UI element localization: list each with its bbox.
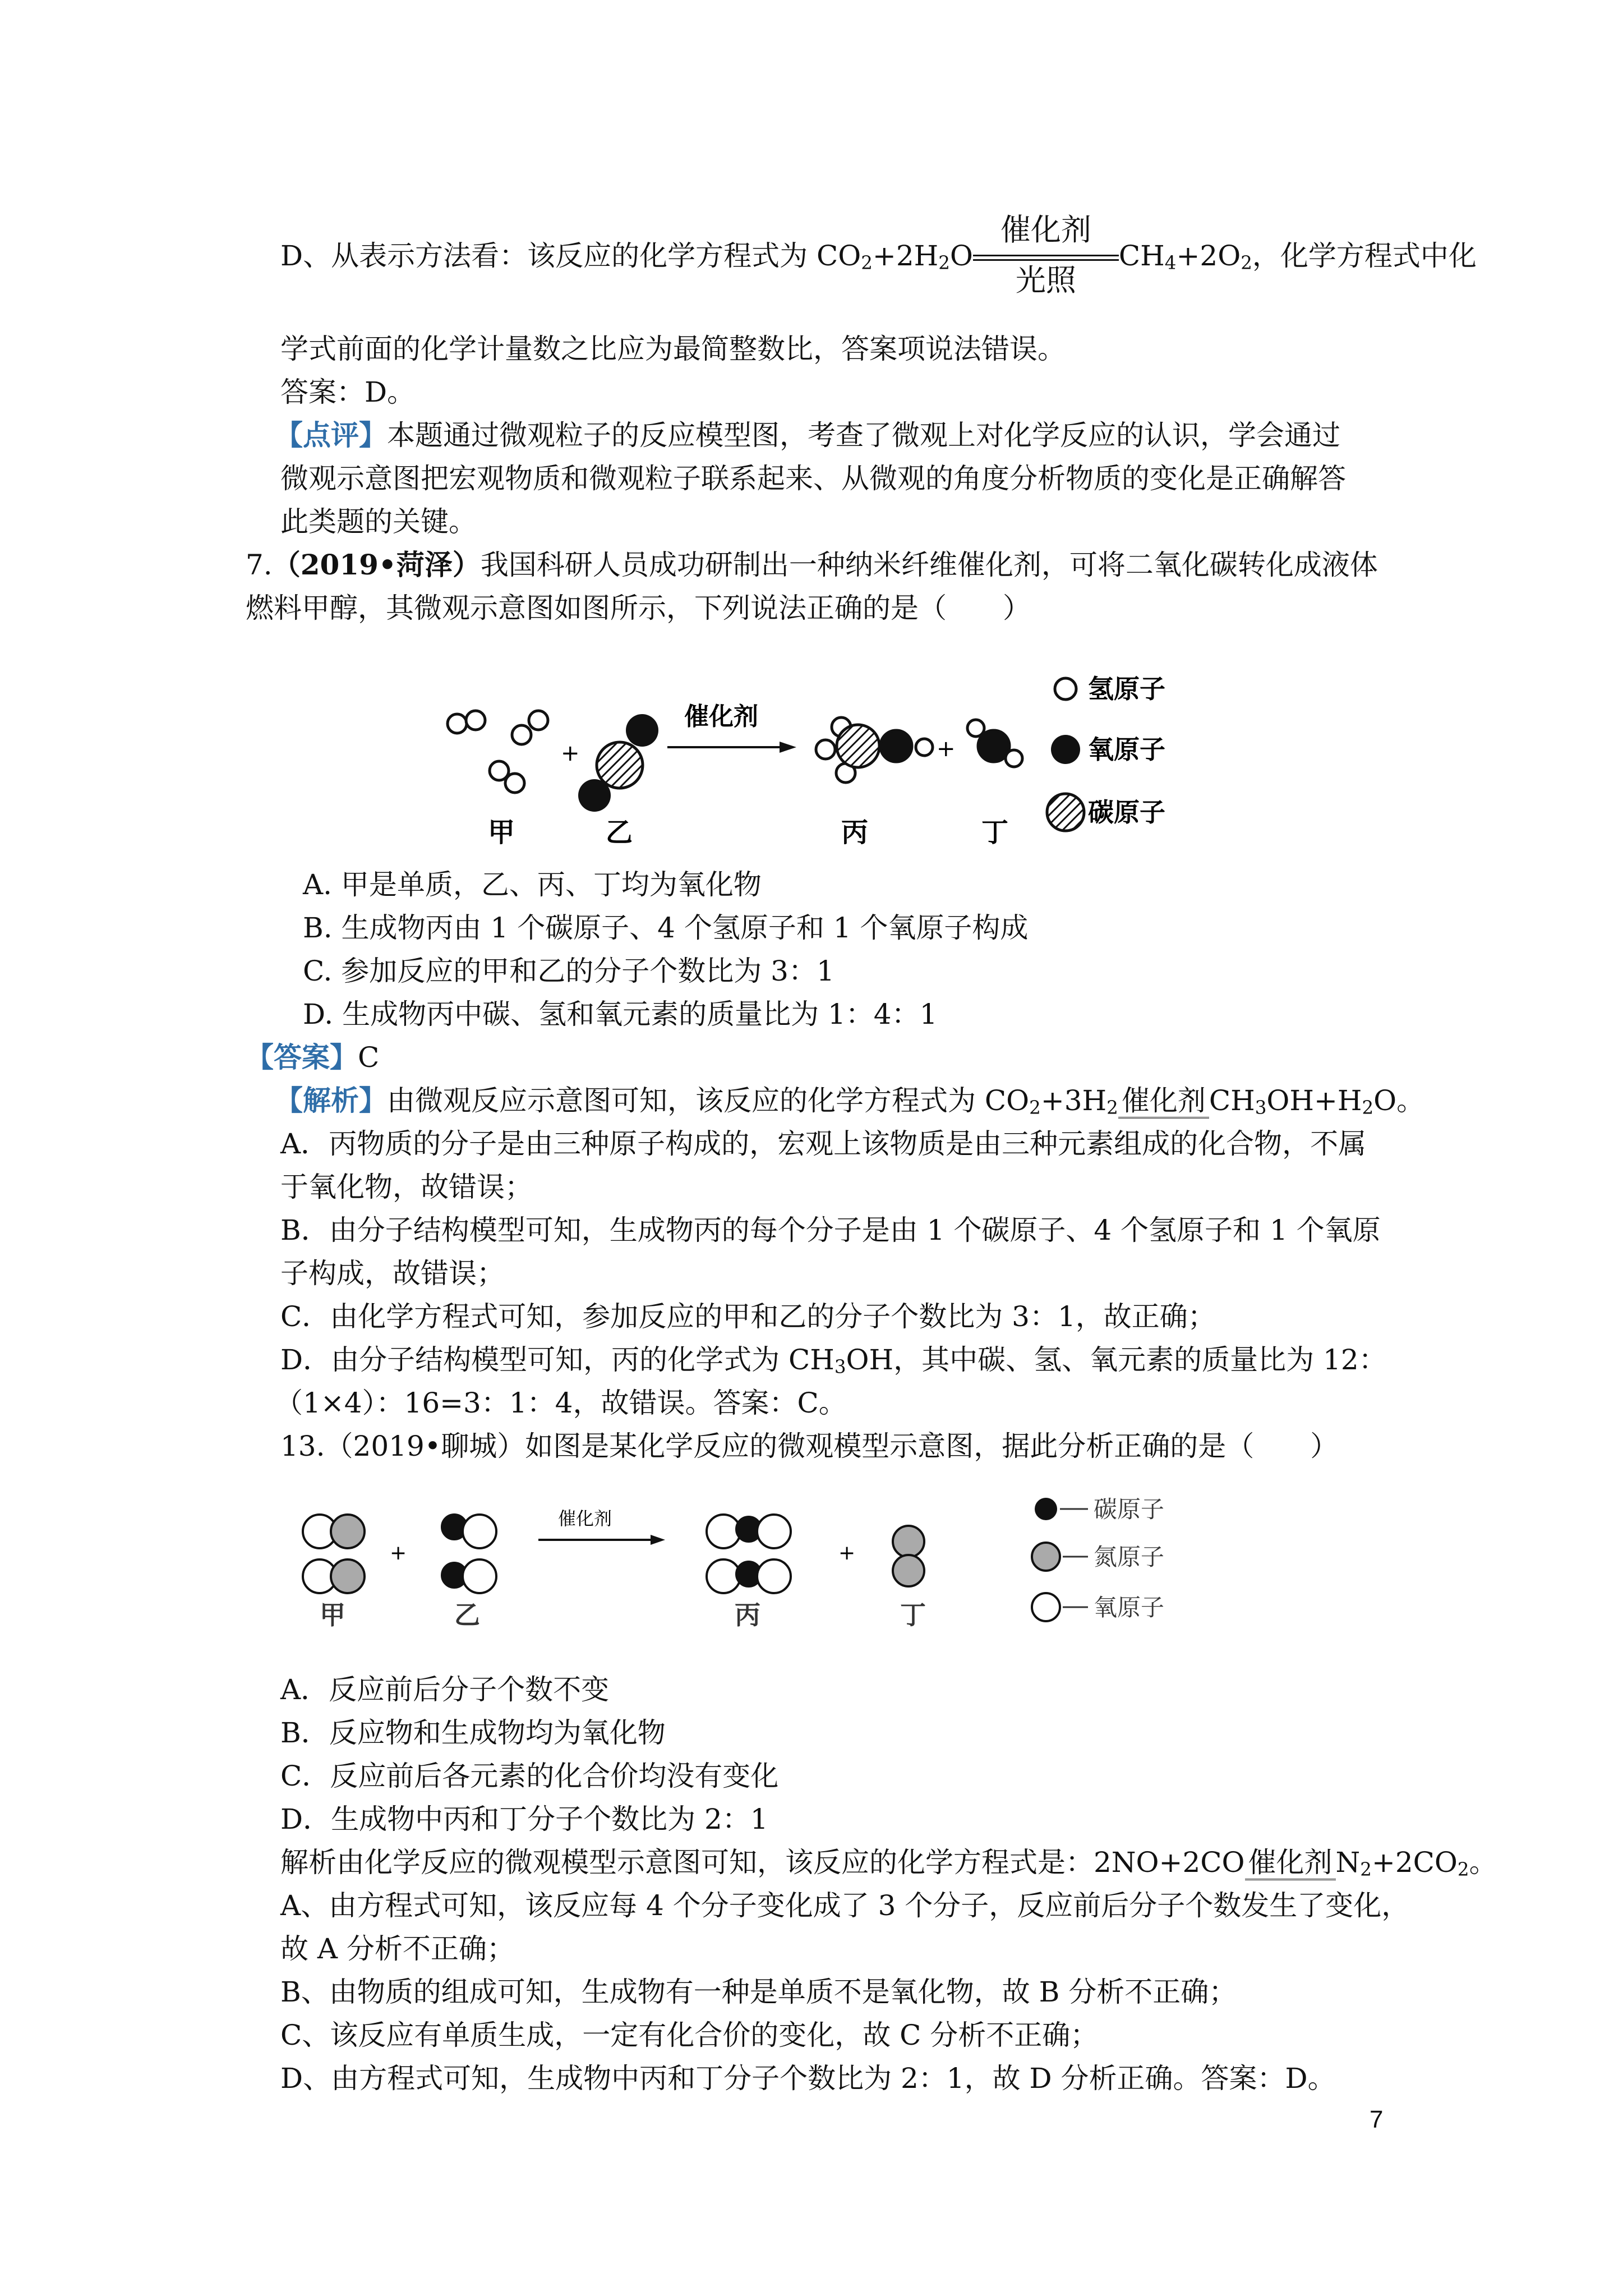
co2-molecules-bing bbox=[707, 1515, 791, 1593]
page-number: 7 bbox=[1370, 2106, 1384, 2133]
label-yi: 乙 bbox=[454, 1600, 480, 1630]
q13-analysis-b1: B、由物质的组成可知，生成物有一种是单质不是氧化物，故 B 分析不正确； bbox=[280, 1976, 1237, 2008]
q13-analysis-a1: A、由方程式可知，该反应每 4 个分子变化成了 3 个分子，反应前后分子个数发生了变化， bbox=[280, 1889, 1410, 1922]
option-d-explanation-line1: D、从表示方法看：该反应的化学方程式为 $CO_2+2H_2O$ $\frac{\text{催化剂}}{\text{光照}}$ $CH_4+2O_2$，化学方程式中化 bbox=[280, 212, 1477, 298]
q13-analysis-d1: D、由方程式可知，生成物中丙和丁分子个数比为 2：1，故 D 分析正确。答案：D。 bbox=[280, 2062, 1336, 2095]
q7-analysis-b1: B．由分子结构模型可知，生成物丙的每个分子是由 1 个碳原子、4 个氢原子和 1 个氧原 bbox=[280, 1214, 1381, 1246]
svg-text:+: + bbox=[937, 736, 956, 762]
q13-option-c: C．反应前后各元素的化合价均没有变化 bbox=[280, 1760, 779, 1792]
label-ding: 丁 bbox=[981, 817, 1009, 848]
n2-molecule-ding bbox=[893, 1526, 924, 1586]
legend-carbon: 碳原子 bbox=[1088, 797, 1165, 827]
q7-option-b: B. 生成物丙由 1 个碳原子、4 个氢原子和 1 个氧原子构成 bbox=[303, 912, 1029, 944]
svg-text:+: + bbox=[561, 740, 580, 766]
comment-tag: 【点评】 bbox=[275, 418, 387, 452]
q7-option-d: D. 生成物丙中碳、氢和氧元素的质量比为 1：4：1 bbox=[303, 998, 938, 1030]
q13-analysis-line1: 解析由化学反应的微观模型示意图可知，该反应的化学方程式是：2NO+2CO 催化剂 $N_2+2CO_2$。 bbox=[280, 1846, 1497, 1880]
q13-option-b: B．反应物和生成物均为氧化物 bbox=[280, 1717, 666, 1749]
q13-option-d: D．生成物中丙和丁分子个数比为 2：1 bbox=[280, 1803, 768, 1835]
question-13-molecule-diagram bbox=[292, 1487, 1245, 1666]
q13-analysis-c1: C、该反应有单质生成，一定有化合价的变化，故 C 分析不正确； bbox=[280, 2019, 1099, 2051]
label-yi: 乙 bbox=[606, 817, 633, 848]
legend-oxygen: 氧原子 bbox=[1094, 1594, 1165, 1621]
q13-legend bbox=[1032, 1496, 1164, 1621]
q7-answer: 【答案】C bbox=[246, 1041, 380, 1074]
svg-text:+: + bbox=[838, 1542, 856, 1565]
option-d-explanation-line2: 学式前面的化学计量数之比应为最简整数比，答案项说法错误。 bbox=[280, 333, 1066, 365]
label-jia: 甲 bbox=[320, 1600, 345, 1630]
reaction-condition: $\frac{\text{催化剂}}{\text{光照}}$ bbox=[973, 238, 1119, 274]
q7-legend bbox=[1047, 674, 1165, 831]
question-7-stem-line1: 7.（2019•菏泽）我国科研人员成功研制出一种纳米纤维催化剂，可将二氧化碳转化成液体 bbox=[246, 548, 1378, 581]
comment-line1: 【点评】本题通过微观粒子的反应模型图，考查了微观上对化学反应的认识，学会通过 bbox=[275, 418, 1340, 452]
label-bing: 丙 bbox=[841, 817, 869, 848]
comment-line2: 微观示意图把宏观物质和微观粒子联系起来、从微观的角度分析物质的变化是正确解答 bbox=[280, 462, 1346, 495]
q7-analysis-b2: 子构成，故错误； bbox=[280, 1257, 505, 1290]
label-bing: 丙 bbox=[735, 1600, 760, 1630]
legend-hydrogen: 氢原子 bbox=[1088, 674, 1165, 704]
water-ding bbox=[967, 720, 1022, 767]
label-jia: 甲 bbox=[488, 817, 515, 848]
methanol-bing bbox=[816, 717, 933, 783]
co-molecules-yi bbox=[442, 1515, 496, 1593]
question-7-stem-line2: 燃料甲醇，其微观示意图如图所示，下列说法正确的是（ ） bbox=[246, 592, 1031, 624]
q7-analysis-a2: 于氧化物，故错误； bbox=[280, 1171, 533, 1203]
hydrogen-molecules-jia bbox=[448, 711, 548, 793]
question-7-molecule-diagram bbox=[426, 656, 1211, 869]
carbon-dioxide-yi bbox=[578, 714, 658, 812]
q13-arrow-label: 催化剂 bbox=[558, 1508, 612, 1529]
question-13-stem: 13.（2019•聊城）如图是某化学反应的微观模型示意图，据此分析正确的是（ ） bbox=[280, 1430, 1339, 1462]
legend-oxygen: 氧原子 bbox=[1088, 734, 1165, 765]
q7-option-c: C. 参加反应的甲和乙的分子个数比为 3：1 bbox=[303, 955, 834, 987]
legend-carbon: 碳原子 bbox=[1094, 1496, 1165, 1523]
q7-analysis-d2: （1×4）：16=3：1：4，故错误。答案：C。 bbox=[275, 1387, 847, 1419]
q7-arrow-label: 催化剂 bbox=[684, 702, 758, 731]
q13-option-a: A．反应前后分子个数不变 bbox=[280, 1673, 610, 1706]
answer-line: 答案：D。 bbox=[280, 376, 416, 408]
q7-analysis-d1: D．由分子结构模型可知，丙的化学式为 $CH_3OH$，其中碳、氢、氧元素的质量比为 12： bbox=[280, 1343, 1387, 1378]
q7-option-a: A. 甲是单质，乙、丙、丁均为氧化物 bbox=[303, 868, 762, 901]
comment-line3: 此类题的关键。 bbox=[280, 505, 477, 538]
svg-text:+: + bbox=[390, 1542, 407, 1565]
q13-analysis-a2: 故 A 分析不正确； bbox=[280, 1932, 515, 1965]
label-ding: 丁 bbox=[900, 1600, 926, 1630]
q7-analysis-c1: C．由化学方程式可知，参加反应的甲和乙的分子个数比为 3：1，故正确； bbox=[280, 1300, 1216, 1333]
q7-analysis-line1: 【解析】由微观反应示意图可知，该反应的化学方程式为 $CO_2+3H_2$ 催化剂 $CH_3OH+H_2O$。 bbox=[275, 1084, 1425, 1119]
no-molecules-jia bbox=[303, 1515, 365, 1593]
q7-analysis-a1: A．丙物质的分子是由三种原子构成的，宏观上该物质是由三种元素组成的化合物，不属 bbox=[280, 1128, 1367, 1160]
legend-nitrogen: 氮原子 bbox=[1094, 1543, 1165, 1571]
